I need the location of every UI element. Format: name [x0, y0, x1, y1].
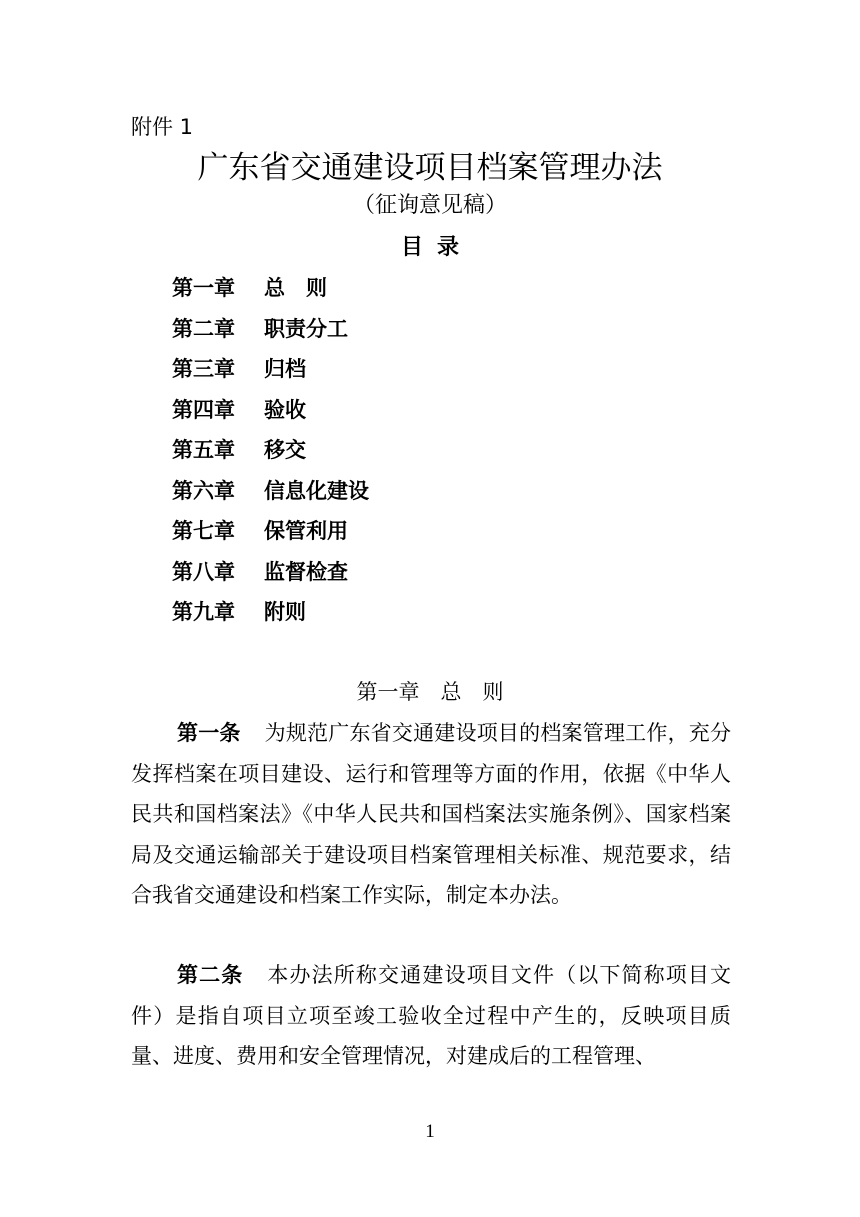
- toc-chapter-number: 第六章: [172, 478, 235, 503]
- toc-chapter-title: 验收: [264, 397, 306, 422]
- toc-chapter-title: 保管利用: [264, 519, 348, 543]
- toc-chapter-number: 第二章: [172, 316, 235, 341]
- article-text: 本办法所称交通建设项目文件（以下简称项目文件）是指自项目立项至竣工验收全过程中产生的，反映项目质量、进度、费用和安全管理情况，对建成后的工程管理、: [131, 963, 732, 1068]
- article-label: 第二条: [177, 963, 244, 987]
- toc-item: [172, 353, 369, 394]
- toc-chapter-number: 第一章: [172, 276, 235, 300]
- toc-chapter-title: 附则: [264, 600, 306, 624]
- toc-chapter-title: 信息化建设: [264, 478, 369, 503]
- chapter-heading: 第一章 总 则: [356, 680, 504, 704]
- toc-item: [172, 596, 369, 637]
- toc-item: [172, 272, 369, 313]
- article-text: 为规范广东省交通建设项目的档案管理工作，充分发挥档案在项目建设、运行和管理等方面的作用，依据《中华人民共和国档案法》《中华人民共和国档案法实施条例》、国家档案局及交通运输部关于建设项目档案管理相关标准、规范要求，结合我省交通建设和档案工作实际，制定本办法。: [131, 721, 731, 907]
- toc-chapter-title: 移交: [264, 438, 306, 462]
- page-number: 1: [425, 1121, 435, 1142]
- toc-chapter-number: 第五章: [172, 438, 235, 462]
- toc-item: [172, 556, 369, 597]
- toc-item: [172, 434, 369, 475]
- document-title: 广东省交通建设项目档案管理办法: [197, 150, 663, 186]
- toc-item: [172, 394, 369, 435]
- toc-chapter-number: 第八章: [172, 559, 235, 584]
- toc-chapter-title: 职责分工: [264, 316, 348, 341]
- toc-chapter-number: 第七章: [172, 519, 235, 543]
- toc-chapter-title: 监督检查: [264, 559, 348, 584]
- toc-item: [172, 313, 369, 354]
- toc-chapter-number: 第三章: [172, 357, 235, 381]
- toc-chapter-title: 总 则: [264, 276, 327, 300]
- article-paragraph: [131, 955, 731, 1077]
- toc-chapter-title: 归档: [264, 357, 306, 381]
- toc-item: [172, 475, 369, 516]
- toc-chapter-number: 第四章: [172, 397, 235, 422]
- article-paragraph: [131, 713, 731, 916]
- attachment-label: 附件 1: [131, 115, 194, 139]
- article-label: 第一条: [177, 721, 241, 745]
- toc-chapter-number: 第九章: [172, 600, 235, 624]
- document-subtitle: （征询意见稿）: [352, 193, 507, 218]
- table-of-contents: [172, 272, 369, 637]
- toc-item: [172, 515, 369, 556]
- toc-heading: 目录: [400, 235, 473, 260]
